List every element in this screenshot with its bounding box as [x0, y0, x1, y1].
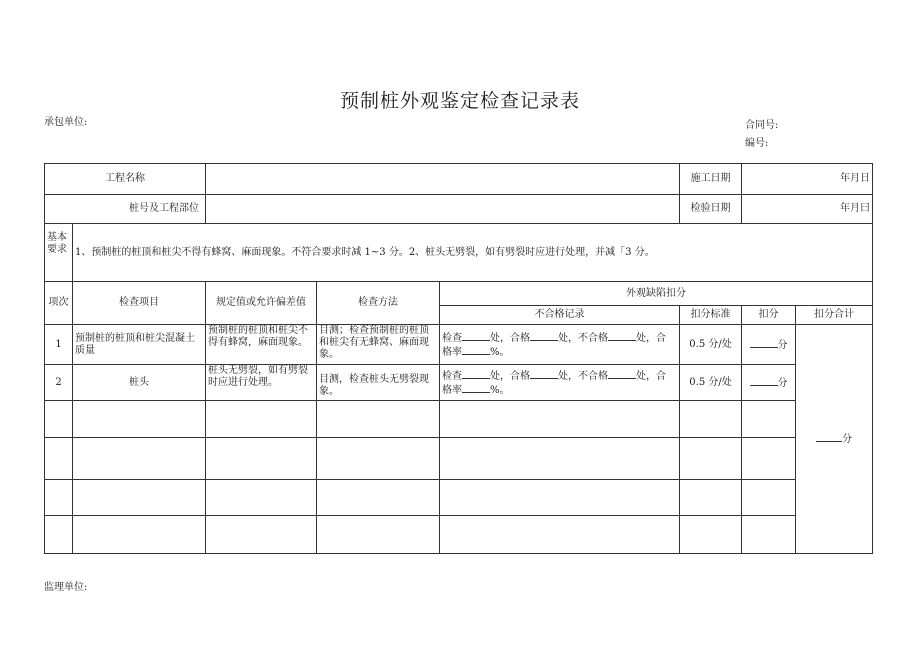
row-record	[440, 365, 680, 401]
project-name-label: 工程名称	[45, 164, 206, 195]
inspection-date-field[interactable]: 年月曰	[742, 195, 873, 224]
record-text: 处，合	[636, 370, 666, 382]
record-text: 处，不合格	[558, 332, 608, 344]
empty-cell[interactable]	[73, 516, 206, 554]
col-deduct: 扣分	[742, 306, 796, 325]
empty-cell[interactable]	[317, 438, 440, 480]
requirements-row	[45, 224, 873, 282]
row-item: 预制桩的桩顶和桩尖混凝土质量	[73, 325, 206, 365]
empty-cell[interactable]	[45, 516, 73, 554]
col-record: 不合格记录	[440, 306, 680, 325]
deduct-blank[interactable]	[750, 376, 778, 386]
empty-cell[interactable]	[317, 401, 440, 438]
col-std: 扣分标准	[680, 306, 742, 325]
record-text: 检查	[442, 370, 462, 382]
empty-row	[45, 401, 873, 438]
requirements-label: 基本要求	[45, 224, 73, 282]
empty-cell[interactable]	[45, 480, 73, 516]
project-name-row	[45, 164, 873, 195]
empty-cell[interactable]	[45, 438, 73, 480]
row-total	[796, 325, 873, 554]
col-total: 扣分合计	[796, 306, 873, 325]
deduct-unit: 分	[777, 377, 788, 389]
supervisor-label: 监理单位:	[44, 582, 88, 593]
empty-cell[interactable]	[317, 516, 440, 554]
row-item: 桩头	[73, 365, 206, 401]
record-blank[interactable]	[462, 331, 490, 341]
serial-no-label: 编号:	[745, 138, 769, 149]
table-row	[45, 325, 873, 365]
record-blank[interactable]	[462, 383, 490, 393]
record-blank[interactable]	[608, 331, 636, 341]
empty-cell[interactable]	[45, 401, 73, 438]
project-name-field[interactable]	[206, 164, 680, 195]
pile-location-field[interactable]	[206, 195, 680, 224]
construction-date-field[interactable]: 年月日	[742, 164, 873, 195]
inspection-date-label: 检验日期	[680, 195, 742, 224]
record-blank[interactable]	[462, 345, 490, 355]
empty-cell[interactable]	[317, 480, 440, 516]
deduct-unit: 分	[777, 339, 788, 351]
record-text: %。	[490, 346, 510, 358]
row-spec: 预制桩的桩顶和桩尖不得有蜂窝，麻面现象。	[206, 325, 317, 365]
row-std: 0.5 分/处	[680, 365, 742, 401]
empty-cell[interactable]	[206, 516, 317, 554]
empty-cell[interactable]	[742, 401, 796, 438]
empty-row	[45, 438, 873, 480]
empty-cell[interactable]	[440, 401, 680, 438]
total-blank[interactable]	[816, 432, 842, 442]
record-text: 处，合格	[490, 332, 530, 344]
row-no: 2	[45, 365, 73, 401]
record-blank[interactable]	[530, 369, 558, 379]
col-spec: 规定值或允许偏差值	[206, 282, 317, 325]
form-title: 预制桩外观鉴定检查记录表	[339, 90, 580, 112]
row-no: 1	[45, 325, 73, 365]
empty-cell[interactable]	[440, 516, 680, 554]
inspection-table	[44, 163, 873, 554]
record-text: 处，合格	[490, 370, 530, 382]
record-text: 处，合	[636, 332, 666, 344]
empty-cell[interactable]	[73, 438, 206, 480]
empty-row	[45, 516, 873, 554]
record-blank[interactable]	[608, 369, 636, 379]
empty-cell[interactable]	[680, 401, 742, 438]
empty-cell[interactable]	[440, 480, 680, 516]
empty-cell[interactable]	[742, 480, 796, 516]
col-check-item: 检查项目	[73, 282, 206, 325]
record-text: 处，不合格	[558, 370, 608, 382]
record-blank[interactable]	[462, 369, 490, 379]
row-deduct	[742, 325, 796, 365]
row-method: 目测；检查预制桩的桩顶和桩尖有无蜂窝、麻面现象。	[317, 325, 440, 365]
contract-no-label: 合同号:	[745, 120, 779, 131]
row-std: 0.5 分/处	[680, 325, 742, 365]
contractor-label: 承包单位:	[44, 117, 88, 128]
col-defect-group: 外观缺陷扣分	[440, 282, 873, 306]
record-text: 格率	[442, 384, 462, 396]
deduct-blank[interactable]	[750, 338, 778, 348]
row-deduct	[742, 365, 796, 401]
record-text: 格率	[442, 346, 462, 358]
total-unit: 分	[842, 434, 853, 445]
empty-cell[interactable]	[73, 401, 206, 438]
pile-location-row	[45, 195, 873, 224]
empty-cell[interactable]	[680, 438, 742, 480]
row-record	[440, 325, 680, 365]
column-header-row	[45, 282, 873, 306]
record-text: %。	[490, 384, 510, 396]
record-blank[interactable]	[530, 331, 558, 341]
empty-cell[interactable]	[206, 401, 317, 438]
empty-cell[interactable]	[206, 438, 317, 480]
col-method: 检查方法	[317, 282, 440, 325]
table-row	[45, 365, 873, 401]
construction-date-label: 施工日期	[680, 164, 742, 195]
requirements-text: 1、预制桩的桩顶和桩尖不得有蜂窝、麻面现象。不符合要求时减 1~3 分。2、桩头无劈裂，如有劈裂时应进行处理，并减「3 分。	[73, 224, 873, 282]
empty-row	[45, 480, 873, 516]
pile-location-label: 桩号及工程部位	[45, 195, 206, 224]
row-spec: 桩头无劈裂，如有劈裂时应进行处理。	[206, 365, 317, 401]
empty-cell[interactable]	[440, 438, 680, 480]
record-text: 检查	[442, 332, 462, 344]
row-method: 目测，检查桩头无劈裂现象。	[317, 365, 440, 401]
empty-cell[interactable]	[742, 516, 796, 554]
empty-cell[interactable]	[680, 516, 742, 554]
empty-cell[interactable]	[73, 480, 206, 516]
empty-cell[interactable]	[742, 438, 796, 480]
col-item-no: 项次	[45, 282, 73, 325]
empty-cell[interactable]	[680, 480, 742, 516]
empty-cell[interactable]	[206, 480, 317, 516]
